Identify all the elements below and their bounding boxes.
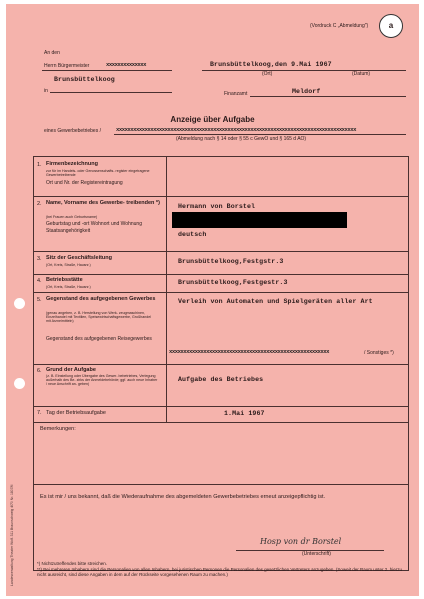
recipient-place: Brunsbüttelkoog [54, 76, 115, 83]
side-imprint: Landesverwaltung Theater Wolf. 311 Braunschweig 4/70 Nr. 1807/II [10, 484, 14, 586]
ort-label: (Ort) [262, 71, 273, 77]
section-5-num: 5. [37, 297, 42, 303]
section-6-num: 6. [37, 368, 42, 374]
section-7-label: Tag der Betriebsaufgabe [46, 410, 106, 416]
row-divider-4 [33, 292, 408, 293]
herrn-line [42, 70, 172, 71]
punch-hole-top [14, 298, 25, 309]
section-6-label: Grund der Aufgabe [46, 367, 96, 373]
section-4-value: Brunsbüttelkoog,Festgestr.3 [178, 279, 288, 286]
section-5-sub: (genau angeben, z. B. Herstellung von Werk- zeugmaschinen, Einzelhandel mit Textilien, Speisewirtschaftsgewerbe, Großhandel mit Arzneimitteln) [46, 311, 152, 324]
declaration-text: Es ist mir / uns bekannt, daß die Wiederaufnahme des abgemeldeten Gewerbebetriebes erneut anzeigepflichtig ist. [40, 494, 326, 500]
title-prefix: eines Gewerbebetriebes / [44, 128, 101, 134]
form-sheet [6, 4, 419, 596]
section-4-num: 4. [37, 278, 42, 284]
form-letter-badge [379, 14, 403, 38]
section-3-label: Sitz der Geschäftsleitung [46, 255, 113, 261]
herrn-label: Herrn Bürgermeister [44, 63, 90, 69]
row-divider-6 [33, 406, 408, 407]
herrn-struck: xxxxxxxxxxxxxx [106, 61, 146, 68]
section-1-sub: zur für im Handels- oder Genossenschafts- register eingetragene Gewerbetreibende [46, 169, 150, 178]
finanzamt-value: Meldorf [292, 88, 321, 95]
section-7-value: 1.Mai 1967 [224, 410, 265, 417]
section-2-sub: (bei Frauen auch Geburtsname) [46, 215, 98, 219]
section-4-label: Betriebsstätte [46, 277, 83, 283]
section-2-num: 2. [37, 201, 42, 207]
section-5-value: Verleih von Automaten und Spielgeräten aller Art [178, 298, 373, 305]
section-1-num: 1. [37, 162, 42, 168]
form-type: (Vordruck C „Abmeldung") [310, 23, 369, 29]
section-1-extra: Ort und Nr. der Registereintragung [46, 180, 123, 186]
signature-label: (Unterschrift) [302, 551, 331, 557]
title-line [114, 134, 406, 135]
section-6-value: Aufgabe des Betriebes [178, 376, 264, 383]
finanzamt-label: Finanzamt [224, 91, 248, 97]
signature: Hosp von dr Borstel [260, 537, 342, 546]
section-3-sub: (Ort, Kreis, Straße, Hausnr.) [46, 263, 91, 267]
datum-label: (Datum) [352, 71, 371, 77]
in-line [50, 92, 172, 93]
title-main: Anzeige über Aufgabe [170, 115, 255, 124]
row-divider-2 [33, 251, 408, 252]
title-subtitle: (Abmeldung nach § 14 oder § 55 c GewO und § 165 d AO) [176, 136, 307, 142]
footnote-1: *) Nichtzutreffendes bitte streichen. [37, 561, 107, 566]
footnote-2: **) Bei mehreren Inhabern sind die Personalien von allen Inhabern, bei juristischen Personen die Personalien des gesetzlichen Vertreters anzugeben. (Soweit der Raum unter 2. hierzu nicht ausreicht, sind diese Angaben in dem auf der Rückseite vorgesehenen Raum zu machen.) [37, 567, 402, 577]
declaration-divider [33, 484, 408, 485]
date-line [202, 70, 406, 71]
title-struck: xxxxxxxxxxxxxxxxxxxxxxxxxxxxxxxxxxxxxxxxxxxxxxxxxxxxxxxxxxxxxxxxxxxxxxxxxxxxxxxxxxxx [116, 126, 356, 133]
row-divider-7 [33, 422, 408, 423]
redaction-bar [172, 212, 347, 228]
section-4-sub: (Ort, Kreis, Straße, Hausnr.) [46, 285, 91, 289]
punch-hole-bottom [14, 378, 25, 389]
section-2-value: Hermann von Borstel [178, 203, 256, 210]
finanzamt-line [250, 96, 406, 97]
row-divider-1 [33, 196, 408, 197]
section-2-extra: Geburtstag und -ort Wohnort und Wohnung Staatsangehörigkeit [46, 221, 142, 234]
row-divider-3 [33, 274, 408, 275]
section-5-struck: xxxxxxxxxxxxxxxxxxxxxxxxxxxxxxxxxxxxxxxxxxxxxxxxxxxxxxxx [169, 348, 329, 355]
section-3-num: 3. [37, 256, 42, 262]
date-place: Brunsbüttelkoog,den 9.Mai 1967 [210, 61, 332, 68]
section-5-extra: Gegenstand des aufgegebenen Reisegewerbes [46, 336, 152, 342]
in-label: in [44, 88, 48, 94]
an-den-label: An den [44, 50, 60, 56]
section-1-label: Firmenbezeichnung [46, 161, 98, 167]
section-6-sub: (z. B. Einstellung oder Übergabe des Gewer- bebetriebes, Verlegung außerhalb des Be- zirks der Anmeldebehörde; ggf. auch neue Inhaber / neue Anschrift an- geben) [46, 374, 158, 387]
section-5-suffix: / Sonstiges *) [364, 350, 394, 356]
section-7-num: 7. [37, 410, 42, 416]
section-3-value: Brunsbüttelkoog,Festgstr.3 [178, 258, 284, 265]
section-2-label: Name, Vorname des Gewerbe- treibenden *) [46, 200, 160, 206]
section-5-label: Gegenstand des aufgegebenen Gewerbes [46, 296, 156, 302]
bemerkungen-label: Bemerkungen: [40, 426, 76, 432]
section-2-value2: deutsch [178, 231, 207, 238]
form-letter: a [388, 21, 394, 30]
row-divider-5 [33, 364, 408, 365]
